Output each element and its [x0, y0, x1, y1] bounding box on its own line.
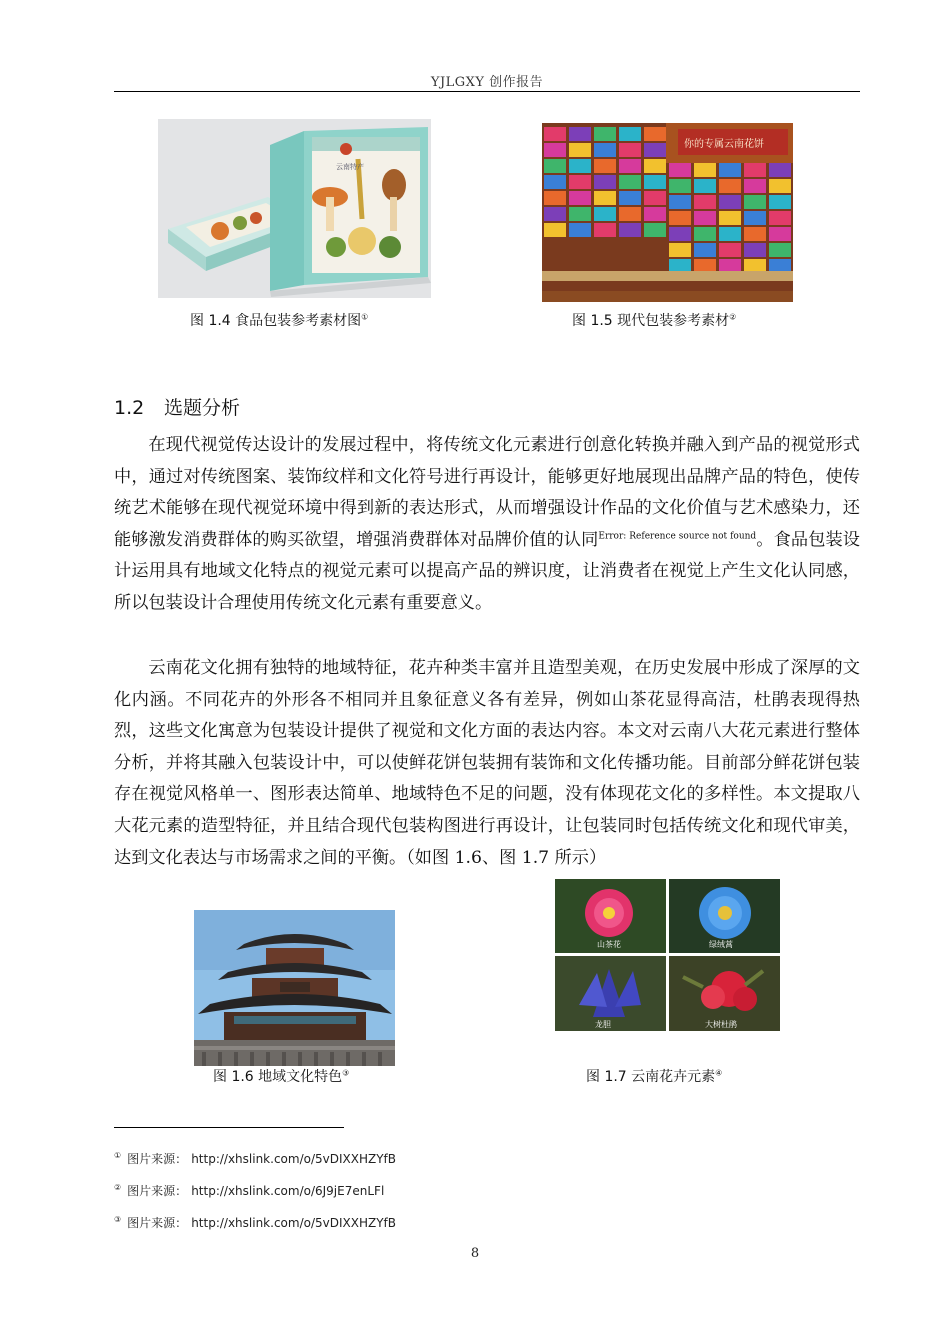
footnote-link[interactable]: http://xhslink.com/o/5vDIXXHZYfB [191, 1216, 396, 1230]
shelf-package [744, 259, 766, 273]
shelf-package [769, 243, 791, 257]
shelf-package [644, 175, 666, 189]
shelf-package [619, 175, 641, 189]
footnote-mark: ② [114, 1183, 122, 1192]
shelf-package [569, 143, 591, 157]
shelf-package [569, 175, 591, 189]
figure-1-5-image [542, 123, 793, 302]
shelf-package [644, 223, 666, 237]
paragraph-2: 云南花文化拥有独特的地域特征，花卉种类丰富并且造型美观，在历史发展中形成了深厚的文化内涵。不同花卉的外形各不相同并且象征意义各有差异，例如山茶花显得高洁，杜鹃表现得热烈，这些文化寓意为包装设计提供了视觉和文化方面的表达内容。本文对云南八大花元素进行整体分析，并将其融入包装设计中，可以使鲜花饼包装拥有装饰和文化传播功能。目前部分鲜花饼包装存在视觉风格单一、图形表达简单、地域特色不足的问题，没有体现花文化的多样性。本文提取八大花元素的造型特征，并且结合现代包装构图进行再设计，让包装同时包括传统文化和现代审美，达到文化表达与市场需求之间的平衡。（如图 1.6、图 1.7 所示） [114, 658, 860, 868]
shelf-package [744, 195, 766, 209]
shelf-package [669, 195, 691, 209]
shelf-package [544, 175, 566, 189]
shelf-package [769, 195, 791, 209]
shelf-package [619, 223, 641, 237]
figure-1-4-caption: 图 1.4 食品包装参考素材图① [190, 312, 369, 329]
shelf-package [719, 195, 741, 209]
footnote-ref-3[interactable]: ③ [342, 1068, 350, 1078]
footnote-1 [114, 1150, 396, 1167]
shelf-package [694, 243, 716, 257]
footnote-label: 图片来源： [127, 1152, 188, 1166]
shelf-package [669, 259, 691, 273]
shelf-package [644, 143, 666, 157]
footnote-mark: ① [114, 1151, 122, 1160]
footnote-link[interactable]: http://xhslink.com/o/6J9jE7enLFl [191, 1184, 385, 1198]
shelf-package [594, 191, 616, 205]
footnote-ref-1[interactable]: ① [361, 312, 369, 322]
shelf-package [694, 195, 716, 209]
flower-label-camellia: 山茶花 [597, 940, 621, 949]
shelf-package [594, 175, 616, 189]
shelf-package [719, 243, 741, 257]
shelf-package [544, 143, 566, 157]
shelf-package [544, 191, 566, 205]
shelf-package [719, 179, 741, 193]
food-packaging-illustration [158, 119, 431, 298]
section-heading [114, 393, 240, 420]
shelf-package [619, 143, 641, 157]
footnote-mark: ③ [114, 1215, 122, 1224]
shelf-package [719, 259, 741, 273]
shelf-package [719, 211, 741, 225]
shelf-package [594, 207, 616, 221]
reference-error: Error: Reference source not found [598, 531, 757, 542]
shelf-package [694, 259, 716, 273]
footnote-rule [114, 1127, 344, 1128]
figure-1-5-caption: 图 1.5 现代包装参考素材② [572, 312, 737, 329]
shelf-package [669, 163, 691, 177]
shelf-package [644, 127, 666, 141]
modern-packaging-shelf-photo [542, 123, 793, 302]
shelf-package [569, 191, 591, 205]
shelf-package [769, 227, 791, 241]
shelf-package [544, 159, 566, 173]
shelf-package [569, 159, 591, 173]
shelf-package [644, 207, 666, 221]
footnote-2 [114, 1182, 384, 1199]
shelf-package [594, 143, 616, 157]
section-number: 1.2 [114, 397, 145, 419]
shelf-package [569, 127, 591, 141]
header-rule [114, 91, 860, 92]
shelf-package [769, 179, 791, 193]
shelf-package [569, 207, 591, 221]
section-title: 选题分析 [164, 397, 241, 419]
shelf-package [619, 127, 641, 141]
shelf-package [669, 227, 691, 241]
footnote-ref-4[interactable]: ④ [715, 1068, 723, 1078]
shelf-package [744, 243, 766, 257]
figure-1-7-image [553, 877, 782, 1033]
flower-label-rhododendron: 大树杜鹃 [705, 1020, 737, 1029]
figure-1-4-image [158, 119, 431, 298]
shelf-package [669, 179, 691, 193]
shelf-package [744, 163, 766, 177]
shelf-package [644, 159, 666, 173]
shelf-package [544, 223, 566, 237]
shelf-package [694, 227, 716, 241]
page-number: 8 [470, 1246, 480, 1261]
figure-1-7-caption: 图 1.7 云南花卉元素④ [586, 1068, 723, 1085]
shelf-package [769, 163, 791, 177]
shelf-package [694, 179, 716, 193]
shelf-package [594, 127, 616, 141]
figure-1-6-caption: 图 1.6 地域文化特色③ [213, 1068, 350, 1085]
yunnan-flowers-grid [553, 877, 782, 1033]
shelf-package [744, 211, 766, 225]
shelf-package [619, 207, 641, 221]
footnote-link[interactable]: http://xhslink.com/o/5vDIXXHZYfB [191, 1152, 396, 1166]
footnote-label: 图片来源： [127, 1216, 188, 1230]
paragraph-1: 在现代视觉传达设计的发展过程中，将传统文化元素进行创意化转换并融入到产品的视觉形式中，通过对传统图案、装饰纹样和文化符号进行再设计，能够更好地展现出品牌产品的特色，使传统艺术能够在现代视觉环境中得到新的表达形式，从而增强设计作品的文化价值与艺术感染力，还能够激发消费群体的购买欲望，增强消费群体对品牌价值的认同$^{Error: Reference source not found}$。食品包装设计运用具有地域文化特点的视觉元素可以提高产品的辨识度，让消费者在视觉上产生文化认同感，所以包装设计合理使用传统文化元素有重要意义。 [114, 435, 860, 613]
shelf-sign-text: 你的专属云南花饼 [684, 139, 764, 150]
flower-label-meconopsis: 绿绒蒿 [709, 940, 733, 949]
pavilion-photo [194, 910, 395, 1066]
shelf-package [744, 227, 766, 241]
shelf-package [669, 211, 691, 225]
shelf-package [619, 191, 641, 205]
shelf-package [619, 159, 641, 173]
shelf-package [594, 159, 616, 173]
shelf-package [544, 207, 566, 221]
footnote-label: 图片来源： [127, 1184, 188, 1198]
shelf-package [769, 211, 791, 225]
shelf-package [769, 259, 791, 273]
shelf-package [744, 179, 766, 193]
shelf-package [594, 223, 616, 237]
shelf-package [694, 163, 716, 177]
running-header: YJLGXY 创作报告 [430, 75, 544, 90]
figure-1-4-image-label: 云南特产 [336, 163, 364, 171]
shelf-package [544, 127, 566, 141]
flower-label-gentian: 龙胆 [595, 1020, 611, 1029]
footnote-3 [114, 1214, 396, 1231]
shelf-package [644, 191, 666, 205]
figure-1-6-image [194, 910, 395, 1066]
shelf-package [694, 211, 716, 225]
shelf-package [669, 243, 691, 257]
shelf-package [719, 227, 741, 241]
shelf-package [719, 163, 741, 177]
footnote-ref-2[interactable]: ② [729, 312, 737, 322]
shelf-package [569, 223, 591, 237]
